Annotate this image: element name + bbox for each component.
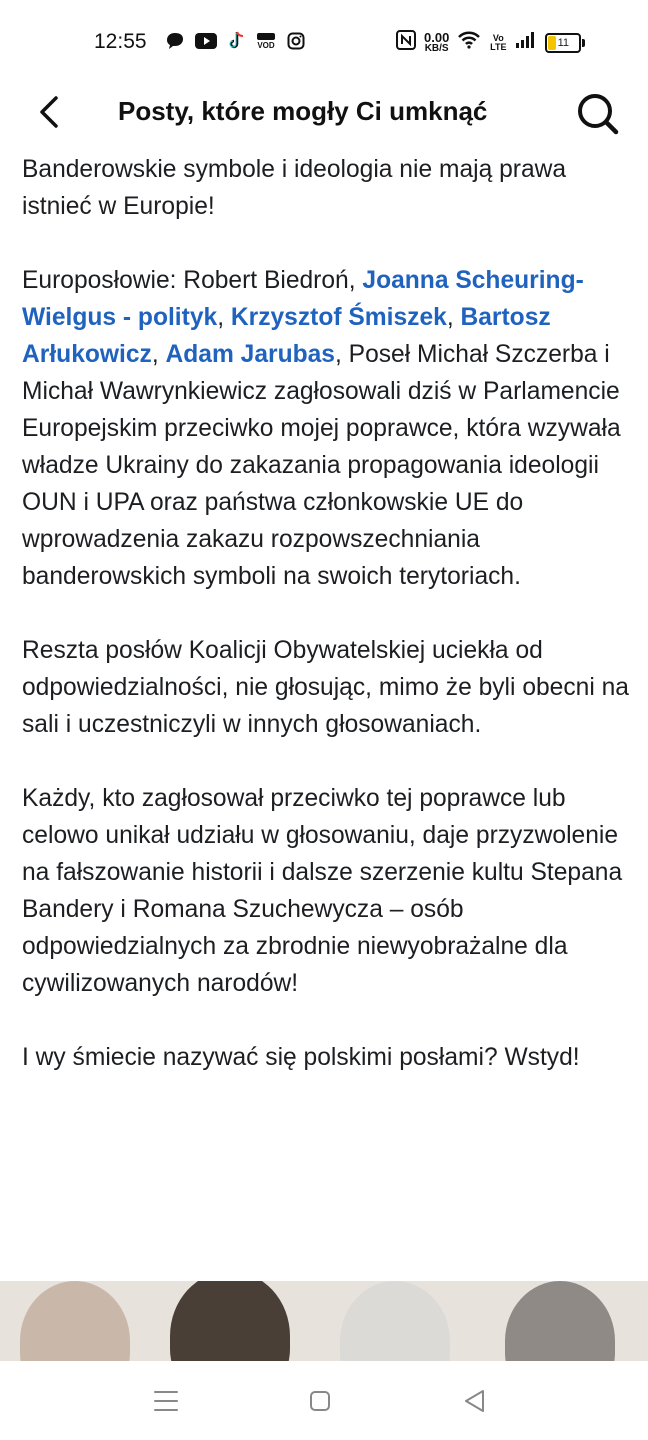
tiktok-icon [227,31,245,56]
system-back-button[interactable] [453,1379,497,1423]
mention-bartosz-arlukowicz[interactable]: Bartosz Arłukowicz [22,304,551,368]
post-body-text: , Poseł Michał Szczerba i Michał Wawrynkiewicz zagłosowali dziś w Parlamencie Europejskim przeciwko mojej poprawce, która wzywała władze Ukrainy do zakazania propagowania ideologii OUN i UPA oraz państwa członkowskie UE do wprowadzenia zakazu rozpowszechniania banderowskich symboli na swoich terytoriach. [22,341,621,590]
photo-person-1 [20,1281,130,1361]
net-speed-value: 0.00 [424,29,450,45]
nfc-icon [396,30,416,55]
status-icons-right [396,30,581,55]
wifi-icon [457,30,481,55]
system-nav-bar [0,1361,648,1440]
home-square-icon [298,1379,342,1423]
mention-krzysztof-smiszek[interactable]: Krzysztof Śmiszek [230,304,447,331]
post-paragraph-3: Reszta posłów Koalicji Obywatelskiej uciekła od odpowiedzialności, nie głosując, mimo że byli obecni na sali i uczestniczyli w innych głosowaniach. [22,637,629,738]
photo-person-4 [505,1281,615,1361]
net-speed [424,29,450,54]
youtube-icon [195,33,217,54]
post-body [22,151,642,1113]
status-time: 12:55 [94,30,147,53]
battery-level: 11 [557,36,570,49]
mention-adam-jarubas[interactable]: Adam Jarubas [165,341,335,368]
menu-icon [144,1379,188,1423]
message-icon [165,31,185,56]
photo-person-3 [340,1281,450,1361]
mention-separator: , [217,304,231,331]
back-arrow-icon [28,88,72,136]
post-paragraph-2 [22,262,642,595]
post-photo[interactable] [0,1281,648,1361]
home-button[interactable] [298,1379,342,1423]
app-header [0,82,648,142]
status-bar [0,0,648,82]
menu-button[interactable] [144,1379,188,1423]
battery-icon [545,33,581,53]
mention-separator: , [151,341,166,368]
status-icons-left [165,31,305,56]
net-speed-unit: KB/S [424,42,449,54]
volte-label: Vo LTE [490,32,507,52]
mention-separator: , [446,304,461,331]
post-paragraph-5: I wy śmiecie nazywać się polskimi posłami? Wstyd! [22,1044,580,1071]
back-triangle-icon [453,1379,497,1423]
post-paragraph-1: Banderowskie symbole i ideologia nie mają prawa istnieć w Europie! [22,156,567,220]
svg-text:VOD: VOD [257,41,275,50]
search-button[interactable] [572,88,622,138]
post-paragraph-4: Każdy, kto zagłosował przeciwko tej poprawce lub celowo unikał udziału w głosowaniu, daje przyzwolenie na fałszowanie historii i dalsze szerzenie kultu Stepana Bandery i Romana Szuchewycza – osób odpowiedzialnych za zbrodnie niewyobrażalne dla cywilizowanych narodów! [22,785,623,997]
photo-person-2 [170,1281,290,1361]
signal-icon [515,31,537,54]
post-intro-text: Europosłowie: Robert Biedroń, [22,267,363,294]
search-icon [572,88,622,138]
page-title: Posty, które mogły Ci umknąć [118,96,488,126]
mention-joanna-scheuring-wielgus[interactable]: Joanna Scheuring-Wielgus - polityk [22,267,584,331]
instagram-icon [287,32,305,55]
back-button[interactable] [28,88,72,136]
hbo-icon [255,32,277,55]
